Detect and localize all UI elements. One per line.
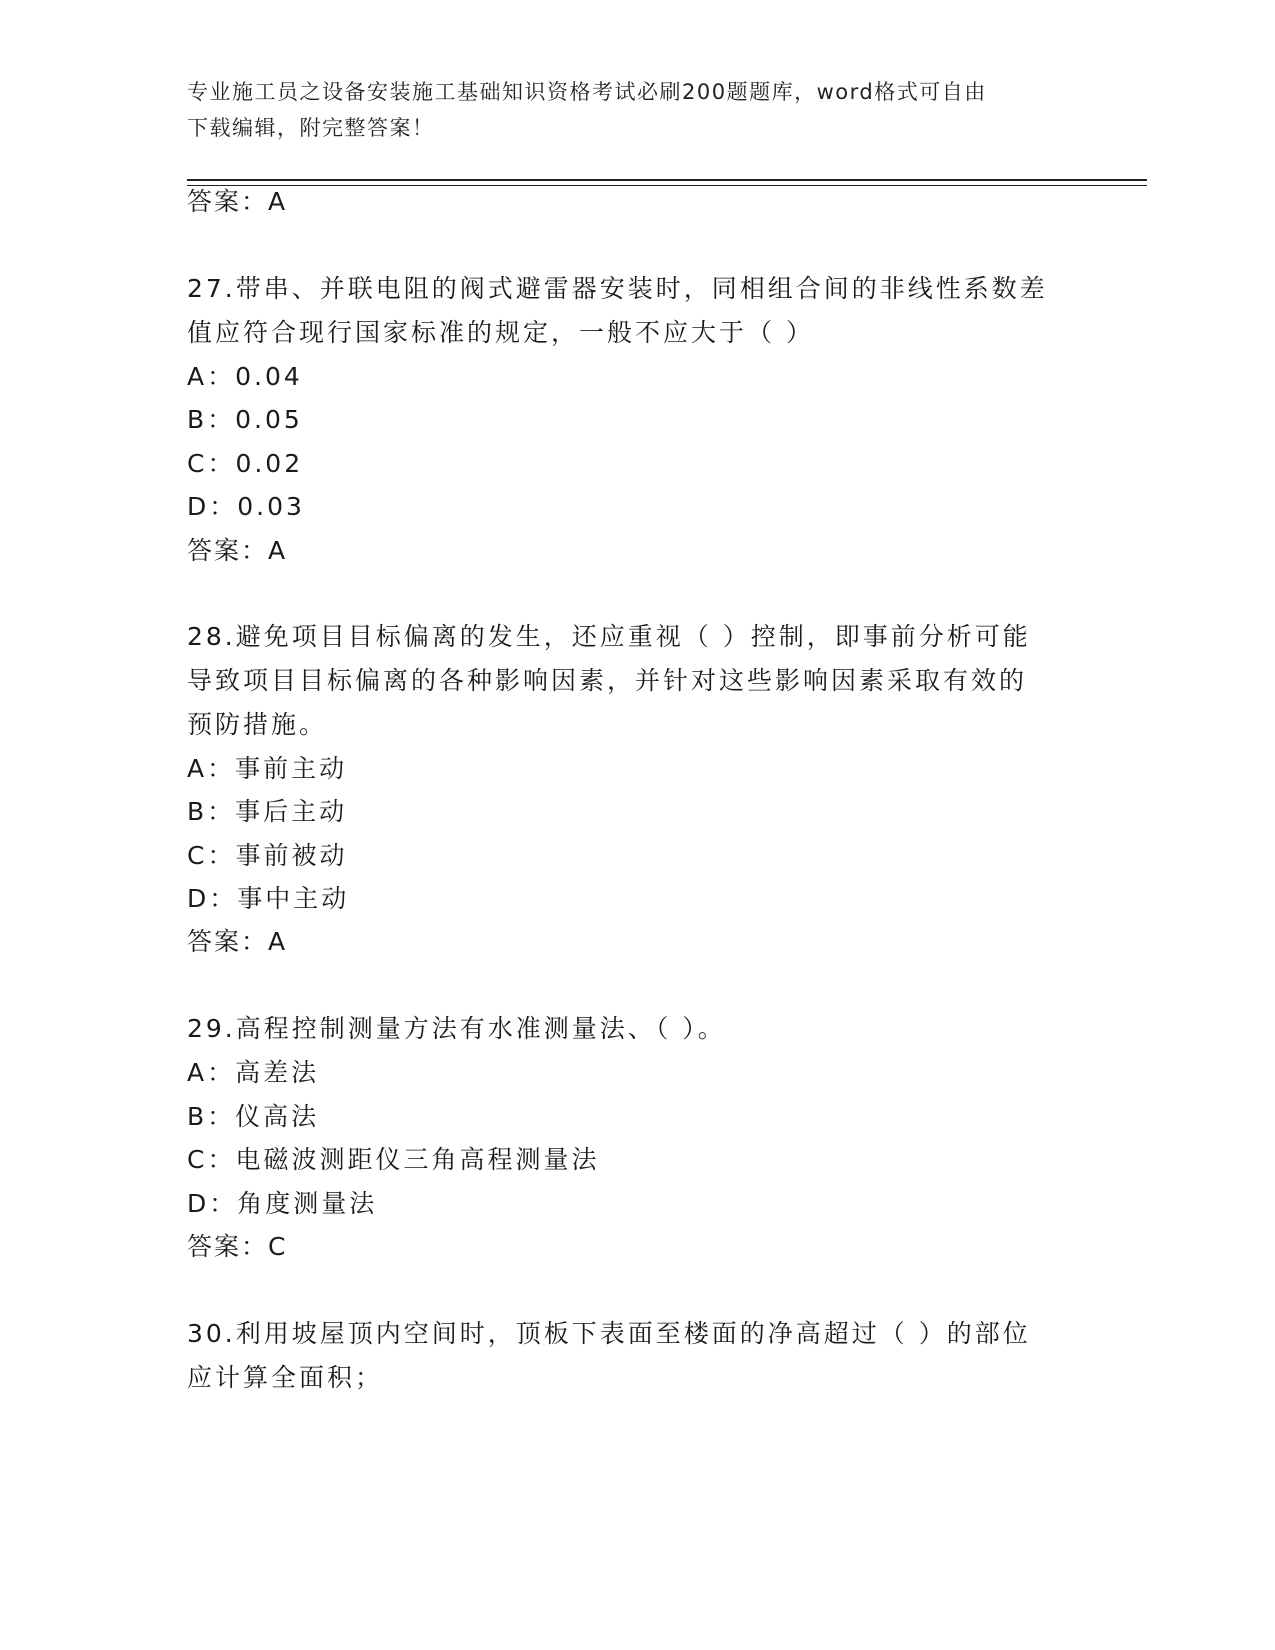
- q28-option-c: C：事前被动: [187, 841, 348, 870]
- document-page: [187, 0, 1147, 1650]
- q27-option-c: C：0.02: [187, 449, 304, 478]
- q27-text-line-2: 值应符合现行国家标准的规定，一般不应大于（ ）: [187, 318, 814, 347]
- q27-answer: 答案：A: [187, 536, 288, 565]
- q29-option-c: C：电磁波测距仪三角高程测量法: [187, 1145, 600, 1174]
- q30-text-line-1: 30.利用坡屋顶内空间时，顶板下表面至楼面的净高超过（ ）的部位: [187, 1319, 1031, 1348]
- header-line-1: 专业施工员之设备安装施工基础知识资格考试必刷200题题库，word格式可自由: [187, 80, 987, 104]
- q29-answer: 答案：C: [187, 1232, 288, 1261]
- q28-option-a: A：事前主动: [187, 754, 348, 783]
- q27-option-a: A：0.04: [187, 362, 303, 391]
- q28-answer: 答案：A: [187, 927, 288, 956]
- q29-option-d: D：角度测量法: [187, 1189, 378, 1218]
- q28-text-line-3: 预防措施。: [187, 710, 328, 739]
- q27-text-line-1: 27.带串、并联电阻的阀式避雷器安装时，同相组合间的非线性系数差: [187, 274, 1048, 303]
- q27-option-b: B：0.05: [187, 405, 303, 434]
- q29-option-b: B：仪高法: [187, 1102, 320, 1131]
- q28-text-line-1: 28.避免项目目标偏离的发生，还应重视（ ）控制，即事前分析可能: [187, 622, 1031, 651]
- q30-text-line-2: 应计算全面积；: [187, 1363, 384, 1392]
- document-header: [187, 74, 1147, 146]
- previous-answer: 答案：A: [187, 187, 288, 216]
- q28-option-b: B：事后主动: [187, 797, 348, 826]
- q29-option-a: A：高差法: [187, 1058, 320, 1087]
- header-divider: [187, 179, 1147, 186]
- header-line-2: 下载编辑，附完整答案！: [187, 116, 435, 140]
- q27-option-d: D：0.03: [187, 492, 305, 521]
- q28-option-d: D：事中主动: [187, 884, 350, 913]
- q28-text-line-2: 导致项目目标偏离的各种影响因素，并针对这些影响因素采取有效的: [187, 666, 1028, 695]
- q29-text-line-1: 29.高程控制测量方法有水准测量法、（ ）。: [187, 1014, 726, 1043]
